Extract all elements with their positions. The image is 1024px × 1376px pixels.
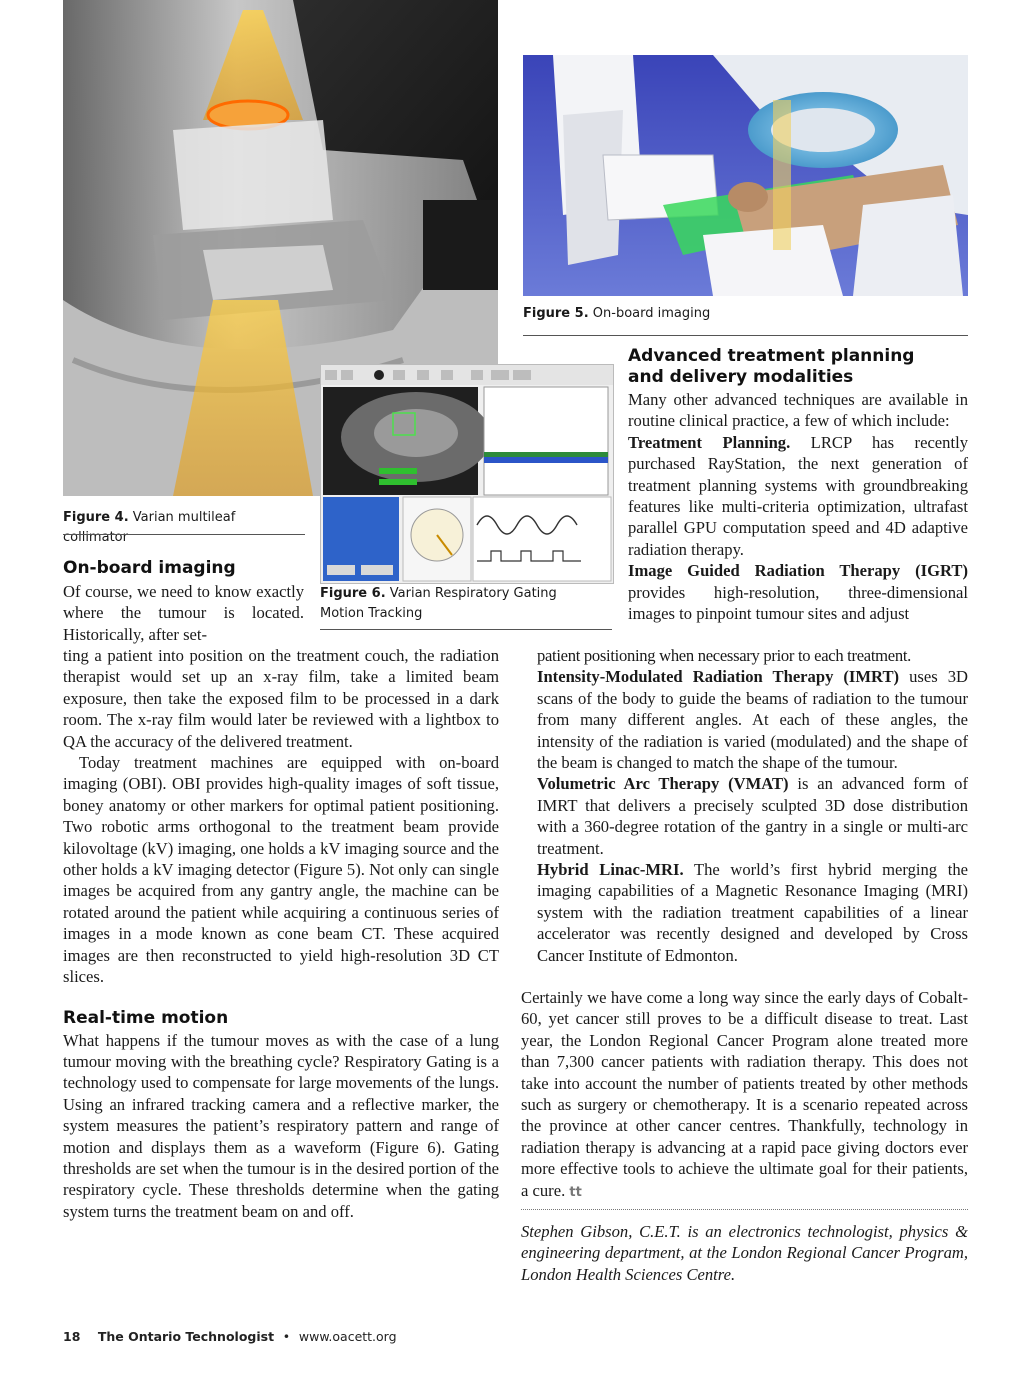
obi-intro-narrow: Of course, we need to know exactly where the tumour is located. Historically, after set- xyxy=(63,582,304,644)
byline-rule xyxy=(521,1209,968,1210)
igrt-text-wide: patient positioning when necessary prior to each treatment. xyxy=(537,646,911,665)
obi-paragraph-1: ting a patient into position on the treatment couch, the radiation therapist would set up an x-ray film, take a limited beam exposure, then take the exposed film to be processed in a dark room. The x-ray film would later be reviewed with a lightbox to QA the accuracy of the delivered treatment. xyxy=(63,646,499,751)
closing-paragraph xyxy=(521,987,968,1203)
closing-text: Certainly we have come a long way since the early days of Cobalt-60, yet cancer still proves to be a difficult disease to treat. Last year, the London Regional Cancer Program alone treated more than 7,300 cancer patients with radiation therapy. This does not take into account the number of patients treated by other methods such as surgery or chemotherapy. It is a scenario repeated across the province at other cancer centres. Thankfully, technology in radiation therapy is advancing at a rapid pace giving doctors ever more effective tools to achieve the ultimate goal for their patients, a cure. xyxy=(521,988,968,1200)
figure-5-number: Figure 5. xyxy=(523,306,589,321)
heading-advanced-line1: Advanced treatment planning xyxy=(628,346,915,366)
rtm-paragraph: What happens if the tumour moves as with the case of a lung tumour moving with the breathing cycle? Respiratory Gating is a technology used to compensate for large movements of the lungs. Using an infrared tracking camera and a reflective marker, the system measures the patient’s respiratory pattern and range of motion and displays them as a waveform (Figure 6). Gating thresholds are set when the tumour is in the desired portion of the respiratory cycle. These thresholds determine when the gating system turns the treatment beam on and off. xyxy=(63,1030,499,1221)
igrt-text-narrow: provides high-resolution, three-dimensional images to pinpoint tumour sites and adjust xyxy=(628,582,968,624)
footer-bullet: • xyxy=(282,1329,291,1344)
imrt-term: Intensity-Modulated Radiation Therapy (IMRT) xyxy=(537,667,900,687)
figure-4-number: Figure 4. xyxy=(63,510,129,525)
advanced-intro: Many other advanced techniques are available in routine clinical practice, a few of which include: xyxy=(628,390,968,431)
treatment-planning-term: Treatment Planning. xyxy=(628,432,791,452)
figure-6-image xyxy=(320,364,614,584)
figure-5-text: On-board imaging xyxy=(592,306,711,321)
igrt-paragraph xyxy=(628,560,968,624)
left-column-body xyxy=(63,645,499,1222)
imrt-text: uses 3D scans of the body to guide the beams of radiation to the tumour from many different angles. At each of these angles, the intensity of the radiation is varied (modulated) and the shape of the beam is changed to match the shape of the tumour. xyxy=(537,667,968,773)
figure-6-text-line2: Motion Tracking xyxy=(320,606,423,621)
figure-5-caption xyxy=(523,304,968,324)
vmat-text: is an advanced form of IMRT that delivers a precisely sculpted 3D dose distribution with a 360-degree rotation of the gantry in a single or multi-arc treatment. xyxy=(537,774,968,858)
figure-4-text: Varian multileaf collimator xyxy=(63,510,236,545)
page-footer xyxy=(63,1329,397,1344)
page-number: 18 xyxy=(63,1329,81,1344)
author-byline: Stephen Gibson, C.E.T. is an electronics technologist, physics & engineering department, at the London Regional Cancer Program, London Health Sciences Centre. xyxy=(521,1222,968,1284)
figure-5-rule xyxy=(523,335,968,336)
linac-mri-text: The world’s first hybrid merging the imaging capabilities of a Magnetic Resonance Imaging (MRI) system with the radiation treatment capabilities of a linear accelerator was recently designed and developed by Cross Cancer Institute of Edmonton. xyxy=(537,860,968,965)
linac-mri-term: Hybrid Linac-MRI. xyxy=(537,860,684,880)
end-mark-icon: tt xyxy=(569,1184,582,1200)
obi-paragraph-2: Today treatment machines are equipped with on-board imaging (OBI). OBI provides high-quality images of soft tissue, boney anatomy or other markers for optimal patient positioning. Two robotic arms orthogonal to the treatment beam provide kilovoltage (kV) imaging, one holds a kV imaging source and the other holds a kV imaging detector (Figure 5). Not only can single images be acquired from any gantry angle, the machine can be rotated around the patient while acquiring a continuous series of images in a mode known as cone beam CT. These acquired images are then reconstructed to yield high-resolution 3D CT slices. xyxy=(63,753,499,987)
right-wide-block xyxy=(521,987,968,1203)
heading-real-time-motion: Real-time motion xyxy=(63,1007,229,1028)
imrt-paragraph xyxy=(537,666,968,773)
vmat-paragraph xyxy=(537,773,968,859)
figure-4-caption xyxy=(63,508,303,548)
igrt-term: Image Guided Radiation Therapy (IGRT) xyxy=(628,561,968,581)
figure-4-rule xyxy=(63,534,305,535)
publication-title: The Ontario Technologist xyxy=(97,1329,275,1344)
gating-software-screen xyxy=(321,365,613,583)
treatment-planning-text: LRCP has recently purchased RayStation, the next generation of treatment planning systems with groundbreaking features like multi-criteria optimization, ultrafast parallel GPU computation speed and 4D adaptive radiation therapy. xyxy=(628,432,968,559)
heading-advanced-line2: and delivery modalities xyxy=(628,367,854,387)
figure-6-rule xyxy=(320,629,612,630)
treatment-planning-paragraph xyxy=(628,432,968,560)
heading-on-board-imaging: On-board imaging xyxy=(63,558,236,578)
figure-6-number: Figure 6. xyxy=(320,586,386,601)
vmat-term: Volumetric Arc Therapy (VMAT) xyxy=(537,774,789,794)
figure-6-caption xyxy=(320,584,612,624)
linac-mri-paragraph xyxy=(537,859,968,966)
figure-5-image xyxy=(523,55,968,296)
heading-advanced-planning xyxy=(628,346,968,388)
footer-url[interactable]: www.oacett.org xyxy=(298,1329,397,1344)
figure-6-text-line1: Varian Respiratory Gating xyxy=(389,586,557,601)
right-narrow-block xyxy=(628,389,968,624)
right-mid-block xyxy=(537,645,968,966)
obi-illustration xyxy=(523,55,968,296)
